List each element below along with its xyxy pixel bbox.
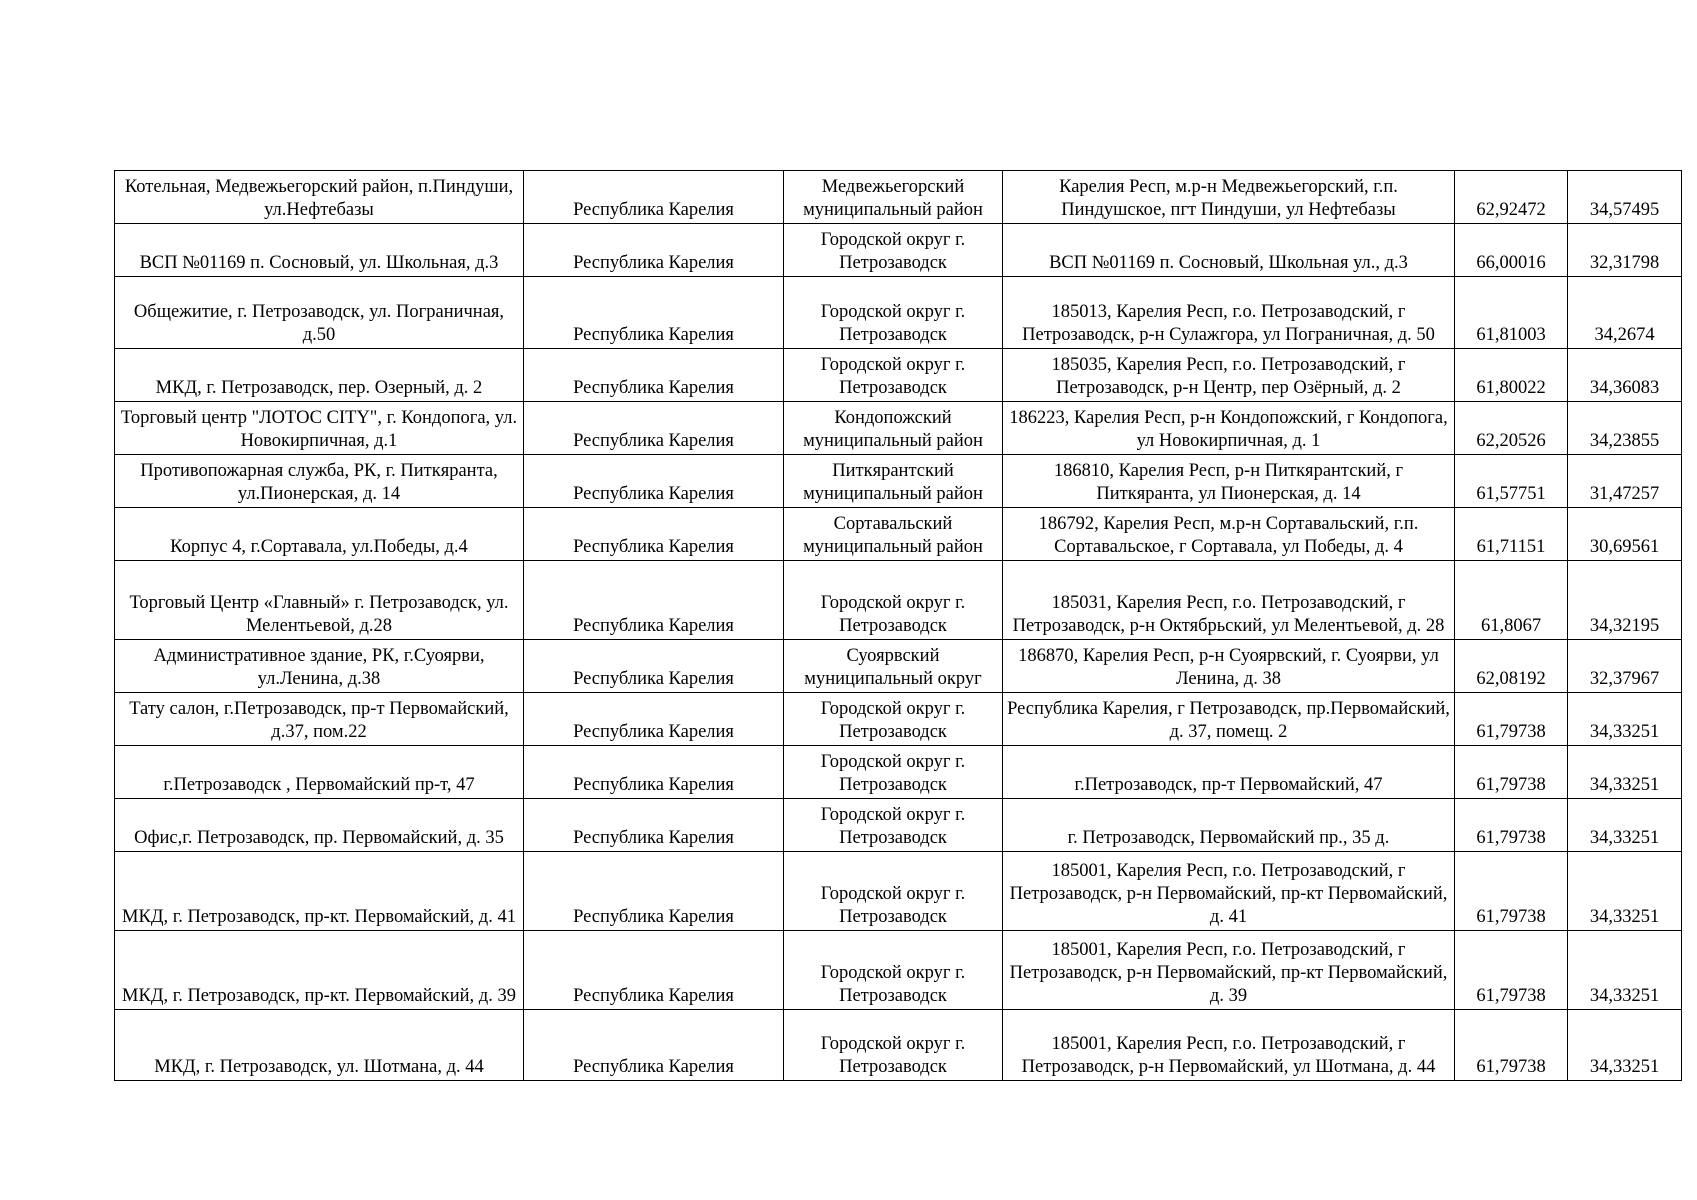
cell-longitude: 32,31798 bbox=[1568, 224, 1682, 277]
cell-address: 186792, Карелия Респ, м.р-н Сортавальский, г.п. Сортавальское, г Сортавала, ул Победы, д. 4 bbox=[1003, 508, 1455, 561]
cell-region: Республика Карелия bbox=[524, 171, 784, 224]
cell-municipality: Городской округ г. Петрозаводск bbox=[784, 224, 1003, 277]
cell-address: ВСП №01169 п. Сосновый, Школьная ул., д.3 bbox=[1003, 224, 1455, 277]
cell-object-name: г.Петрозаводск , Первомайский пр-т, 47 bbox=[115, 746, 524, 799]
cell-region: Республика Карелия bbox=[524, 852, 784, 931]
cell-longitude: 34,33251 bbox=[1568, 746, 1682, 799]
cell-object-name: Котельная, Медвежьегорский район, п.Пиндуши, ул.Нефтебазы bbox=[115, 171, 524, 224]
cell-longitude: 34,33251 bbox=[1568, 852, 1682, 931]
cell-address: 186810, Карелия Респ, р-н Питкярантский, г Питкяранта, ул Пионерская, д. 14 bbox=[1003, 455, 1455, 508]
cell-region: Республика Карелия bbox=[524, 931, 784, 1010]
cell-longitude: 30,69561 bbox=[1568, 508, 1682, 561]
cell-latitude: 61,81003 bbox=[1455, 277, 1568, 349]
cell-longitude: 31,47257 bbox=[1568, 455, 1682, 508]
table-row bbox=[115, 1010, 1682, 1081]
cell-municipality: Городской округ г. Петрозаводск bbox=[784, 746, 1003, 799]
document-page bbox=[114, 170, 1681, 1081]
cell-municipality: Городской округ г. Петрозаводск bbox=[784, 561, 1003, 640]
cell-region: Республика Карелия bbox=[524, 349, 784, 402]
table-row bbox=[115, 561, 1682, 640]
cell-latitude: 66,00016 bbox=[1455, 224, 1568, 277]
cell-longitude: 34,33251 bbox=[1568, 1010, 1682, 1081]
cell-latitude: 61,79738 bbox=[1455, 746, 1568, 799]
cell-latitude: 62,92472 bbox=[1455, 171, 1568, 224]
table-row bbox=[115, 402, 1682, 455]
cell-address: Республика Карелия, г Петрозаводск, пр.Первомайский, д. 37, помещ. 2 bbox=[1003, 693, 1455, 746]
cell-latitude: 62,08192 bbox=[1455, 640, 1568, 693]
cell-region: Республика Карелия bbox=[524, 561, 784, 640]
cell-longitude: 34,32195 bbox=[1568, 561, 1682, 640]
cell-object-name: Административное здание, РК, г.Суоярви, ул.Ленина, д.38 bbox=[115, 640, 524, 693]
table-row bbox=[115, 277, 1682, 349]
cell-region: Республика Карелия bbox=[524, 1010, 784, 1081]
cell-latitude: 62,20526 bbox=[1455, 402, 1568, 455]
cell-object-name: Корпус 4, г.Сортавала, ул.Победы, д.4 bbox=[115, 508, 524, 561]
cell-longitude: 34,33251 bbox=[1568, 693, 1682, 746]
cell-municipality: Питкярантский муниципальный район bbox=[784, 455, 1003, 508]
cell-municipality: Суоярвский муниципальный округ bbox=[784, 640, 1003, 693]
cell-municipality: Медвежьегорский муниципальный район bbox=[784, 171, 1003, 224]
cell-municipality: Городской округ г. Петрозаводск bbox=[784, 799, 1003, 852]
cell-region: Республика Карелия bbox=[524, 640, 784, 693]
cell-object-name: МКД, г. Петрозаводск, пр-кт. Первомайский, д. 41 bbox=[115, 852, 524, 931]
table-row bbox=[115, 931, 1682, 1010]
cell-latitude: 61,79738 bbox=[1455, 693, 1568, 746]
cell-longitude: 34,2674 bbox=[1568, 277, 1682, 349]
cell-municipality: Городской округ г. Петрозаводск bbox=[784, 1010, 1003, 1081]
cell-municipality: Городской округ г. Петрозаводск bbox=[784, 931, 1003, 1010]
cell-address: 185035, Карелия Респ, г.о. Петрозаводский, г Петрозаводск, р-н Центр, пер Озёрный, д. 2 bbox=[1003, 349, 1455, 402]
cell-municipality: Городской округ г. Петрозаводск bbox=[784, 349, 1003, 402]
cell-latitude: 61,79738 bbox=[1455, 1010, 1568, 1081]
cell-address: г. Петрозаводск, Первомайский пр., 35 д. bbox=[1003, 799, 1455, 852]
cell-longitude: 34,33251 bbox=[1568, 931, 1682, 1010]
cell-region: Республика Карелия bbox=[524, 799, 784, 852]
cell-latitude: 61,8067 bbox=[1455, 561, 1568, 640]
cell-object-name: Тату салон, г.Петрозаводск, пр-т Первомайский, д.37, пом.22 bbox=[115, 693, 524, 746]
cell-object-name: Торговый центр "ЛОТОС CITY", г. Кондопога, ул. Новокирпичная, д.1 bbox=[115, 402, 524, 455]
table-row bbox=[115, 693, 1682, 746]
table-row bbox=[115, 799, 1682, 852]
cell-address: г.Петрозаводск, пр-т Первомайский, 47 bbox=[1003, 746, 1455, 799]
table-body bbox=[115, 171, 1682, 1081]
cell-address: 185001, Карелия Респ, г.о. Петрозаводский, г Петрозаводск, р-н Первомайский, пр-кт Первомайский, д. 41 bbox=[1003, 852, 1455, 931]
cell-latitude: 61,79738 bbox=[1455, 799, 1568, 852]
cell-region: Республика Карелия bbox=[524, 693, 784, 746]
cell-longitude: 34,33251 bbox=[1568, 799, 1682, 852]
table-row bbox=[115, 455, 1682, 508]
cell-municipality: Городской округ г. Петрозаводск bbox=[784, 277, 1003, 349]
table-row bbox=[115, 640, 1682, 693]
cell-latitude: 61,57751 bbox=[1455, 455, 1568, 508]
cell-latitude: 61,79738 bbox=[1455, 931, 1568, 1010]
cell-municipality: Городской округ г. Петрозаводск bbox=[784, 693, 1003, 746]
cell-address: 185013, Карелия Респ, г.о. Петрозаводский, г Петрозаводск, р-н Сулажгора, ул Пограничная, д. 50 bbox=[1003, 277, 1455, 349]
cell-object-name: ВСП №01169 п. Сосновый, ул. Школьная, д.3 bbox=[115, 224, 524, 277]
cell-address: 185001, Карелия Респ, г.о. Петрозаводский, г Петрозаводск, р-н Первомайский, пр-кт Первомайский, д. 39 bbox=[1003, 931, 1455, 1010]
cell-region: Республика Карелия bbox=[524, 455, 784, 508]
cell-longitude: 34,57495 bbox=[1568, 171, 1682, 224]
cell-region: Республика Карелия bbox=[524, 402, 784, 455]
cell-object-name: МКД, г. Петрозаводск, ул. Шотмана, д. 44 bbox=[115, 1010, 524, 1081]
cell-municipality: Сортавальский муниципальный район bbox=[784, 508, 1003, 561]
cell-address: 186223, Карелия Респ, р-н Кондопожский, г Кондопога, ул Новокирпичная, д. 1 bbox=[1003, 402, 1455, 455]
cell-longitude: 34,23855 bbox=[1568, 402, 1682, 455]
cell-region: Республика Карелия bbox=[524, 508, 784, 561]
cell-address: Карелия Респ, м.р-н Медвежьегорский, г.п. Пиндушское, пгт Пиндуши, ул Нефтебазы bbox=[1003, 171, 1455, 224]
table-row bbox=[115, 746, 1682, 799]
cell-municipality: Кондопожский муниципальный район bbox=[784, 402, 1003, 455]
cell-object-name: МКД, г. Петрозаводск, пр-кт. Первомайский, д. 39 bbox=[115, 931, 524, 1010]
cell-latitude: 61,79738 bbox=[1455, 852, 1568, 931]
cell-latitude: 61,71151 bbox=[1455, 508, 1568, 561]
table-row bbox=[115, 224, 1682, 277]
cell-object-name: Офис,г. Петрозаводск, пр. Первомайский, д. 35 bbox=[115, 799, 524, 852]
cell-address: 185031, Карелия Респ, г.о. Петрозаводский, г Петрозаводск, р-н Октябрьский, ул Мелентьевой, д. 28 bbox=[1003, 561, 1455, 640]
cell-object-name: Общежитие, г. Петрозаводск, ул. Пограничная, д.50 bbox=[115, 277, 524, 349]
cell-latitude: 61,80022 bbox=[1455, 349, 1568, 402]
cell-object-name: МКД, г. Петрозаводск, пер. Озерный, д. 2 bbox=[115, 349, 524, 402]
table-row bbox=[115, 171, 1682, 224]
cell-address: 185001, Карелия Респ, г.о. Петрозаводский, г Петрозаводск, р-н Первомайский, ул Шотмана, д. 44 bbox=[1003, 1010, 1455, 1081]
objects-table bbox=[114, 170, 1682, 1081]
cell-object-name: Торговый Центр «Главный» г. Петрозаводск, ул. Мелентьевой, д.28 bbox=[115, 561, 524, 640]
cell-region: Республика Карелия bbox=[524, 746, 784, 799]
cell-object-name: Противопожарная служба, РК, г. Питкяранта, ул.Пионерская, д. 14 bbox=[115, 455, 524, 508]
cell-address: 186870, Карелия Респ, р-н Суоярвский, г. Суоярви, ул Ленина, д. 38 bbox=[1003, 640, 1455, 693]
cell-municipality: Городской округ г. Петрозаводск bbox=[784, 852, 1003, 931]
cell-longitude: 32,37967 bbox=[1568, 640, 1682, 693]
table-row bbox=[115, 508, 1682, 561]
cell-longitude: 34,36083 bbox=[1568, 349, 1682, 402]
table-row bbox=[115, 852, 1682, 931]
cell-region: Республика Карелия bbox=[524, 277, 784, 349]
cell-region: Республика Карелия bbox=[524, 224, 784, 277]
table-row bbox=[115, 349, 1682, 402]
